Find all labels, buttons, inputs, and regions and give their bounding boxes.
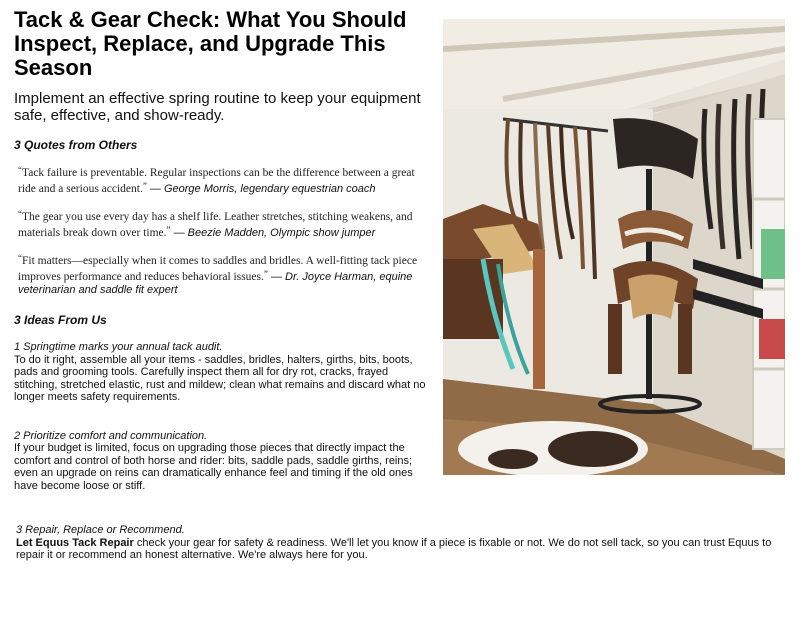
quote-author: — Beezie Madden, Olympic show jumper	[173, 227, 376, 239]
quote-text: Tack failure is preventable. Regular inspections can be the difference between a great ride and a serious accident.	[18, 167, 415, 195]
idea-body: check your gear for safety & readiness. We'll let you know if a piece is fixable or not. We do not sell tack, so you can trust Equus to repair it or recommend an honest alternative. We're always here for you.	[16, 536, 772, 561]
tack-room-illustration	[443, 19, 785, 475]
quotes-heading: 3 Quotes from Others	[14, 138, 138, 152]
article-title: Tack & Gear Check: What You Should Inspect, Replace, and Upgrade This Season	[14, 7, 407, 80]
quote-1	[18, 164, 434, 196]
brand-name: Let Equus Tack Repair	[16, 536, 134, 549]
open-quote-mark: “	[18, 209, 22, 219]
article-subtitle: Implement an effective spring routine to keep your equipment safe, effective, and show-ready.	[14, 90, 421, 124]
ideas-heading: 3 Ideas From Us	[14, 313, 107, 327]
idea-body: To do it right, assemble all your items - saddles, bridles, halters, girths, bits, boots, pads and grooming tools. Carefully inspect them all for dry rot, cracks, frayed stitching, stretched elastic, rust and mildew; clean what remains and discard what no longer meets safety requirements.	[14, 353, 426, 403]
quote-author: — Dr. Joyce Harman, equine veterinarian and saddle fit expert	[18, 271, 413, 296]
idea-title: 2 Prioritize comfort and communication.	[14, 429, 208, 442]
close-quote-mark: ”	[142, 181, 147, 191]
idea-body: If your budget is limited, focus on upgrading those pieces that directly impact the comfort and control of both horse and rider: bits, saddle pads, saddle girths, reins; even an upgrade on reins can dramatically enhance feel and timing if the old ones have become loose or stiff.	[14, 442, 413, 492]
idea-title: 3 Repair, Replace or Recommend.	[16, 524, 185, 536]
open-quote-mark: “	[18, 253, 22, 263]
close-quote-mark: ”	[263, 269, 268, 279]
idea-2	[14, 430, 434, 493]
quote-3	[18, 252, 434, 297]
quote-text: Fit matters—especially when it comes to saddles and bridles. A well-fitting tack piece improves performance and reduces behavioral issues.	[18, 255, 418, 283]
close-quote-mark: ”	[166, 225, 171, 235]
quote-text: The gear you use every day has a shelf life. Leather stretches, stitching weakens, and materials break down over time.	[18, 211, 413, 239]
idea-3	[16, 524, 791, 562]
idea-title: 1 Springtime marks your annual tack audit.	[14, 341, 223, 353]
quote-author: — George Morris, legendary equestrian coach	[149, 183, 376, 195]
article-column	[14, 8, 434, 492]
open-quote-mark: “	[18, 165, 22, 175]
idea-1	[14, 341, 434, 404]
tack-room-photo	[443, 19, 785, 475]
quote-2	[18, 208, 434, 240]
